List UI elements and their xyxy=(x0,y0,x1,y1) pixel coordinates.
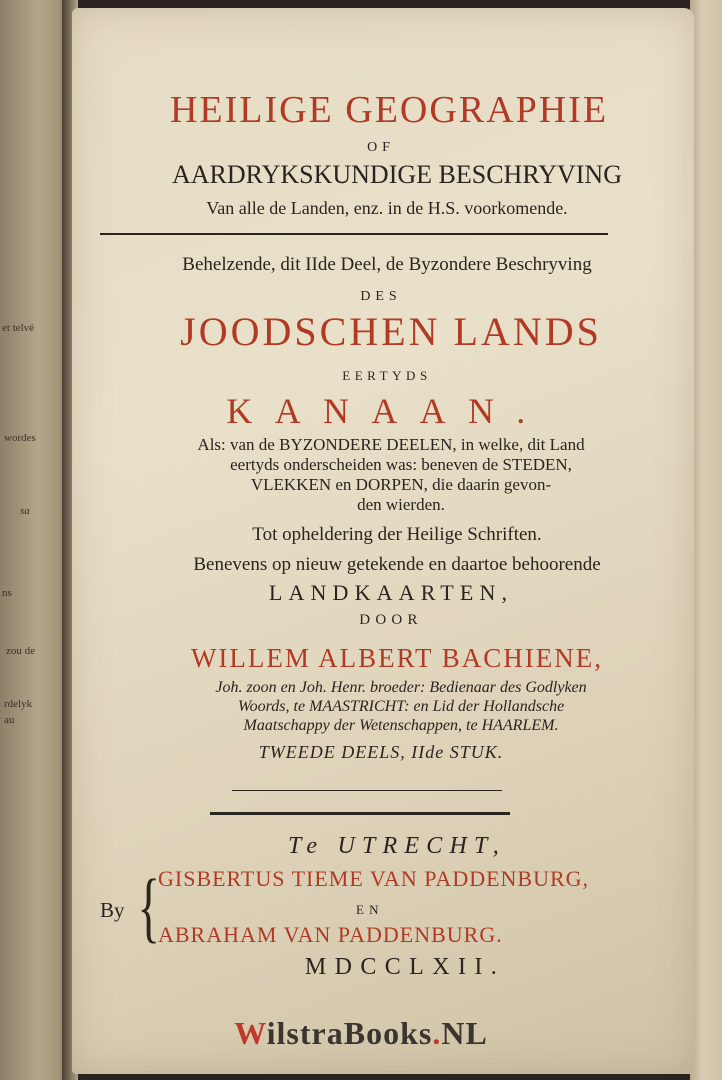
left-page-fragment: et telvé xyxy=(2,322,35,334)
imprint-publisher-2: ABRAHAM VAN PADDENBURG. xyxy=(158,922,503,947)
watermark-dot: . xyxy=(432,1015,442,1051)
left-page-fragment: zou de xyxy=(6,645,36,657)
title-aardrykskundige: AARDRYKSKUNDIGE BESCHRYVING xyxy=(172,160,622,189)
subtitle-door: DOOR xyxy=(359,612,423,628)
imprint-year: MDCCLXII. xyxy=(304,954,506,980)
author-description-line2: Woords, te MAASTRICHT: en Lid der Hollandsche xyxy=(237,698,565,715)
left-page-fragment: au xyxy=(4,714,15,726)
subtitle-landkaarten: LANDKAARTEN, xyxy=(268,580,514,605)
imprint-publisher-1: GISBERTUS TIEME VAN PADDENBURG, xyxy=(158,866,590,891)
watermark-tld: NL xyxy=(441,1015,488,1051)
left-page-fragment: rdelyk xyxy=(4,698,33,710)
part-tweede-deels: TWEEDE DEELS, IIde STUK. xyxy=(258,742,504,762)
watermark-wilstrabooks xyxy=(0,1015,722,1052)
author-name: WILLEM ALBERT BACHIENE, xyxy=(190,643,604,673)
imprint-place: Te UTRECHT, xyxy=(288,833,506,859)
subtitle-kanaan: KANAAN. xyxy=(226,391,548,431)
subtitle-als-line2: eertyds onderscheiden was: beneven de STEDEN, xyxy=(230,455,572,474)
left-page-fragment: sa xyxy=(20,505,30,517)
subtitle-als-line1: Als: van de BYZONDERE DEELEN, in welke, dit Land xyxy=(197,435,585,454)
subtitle-benevens: Benevens op nieuw getekende en daartoe behoorende xyxy=(193,554,601,575)
subtitle-behelzende: Behelzende, dit IIde Deel, de Byzondere Beschryving xyxy=(182,254,592,275)
author-description-line3: Maatschappy der Wetenschappen, te HAARLEM. xyxy=(243,717,559,734)
subtitle-als-line3: VLEKKEN en DORPEN, die daarin gevon- xyxy=(250,475,552,494)
left-page-fragment: ns xyxy=(2,587,12,599)
subtitle-joodschen-lands: JOODSCHEN LANDS xyxy=(180,309,602,354)
left-page-fragment: wordes xyxy=(4,432,36,444)
watermark-first-letter: W xyxy=(234,1015,267,1051)
title-van-alle-de-landen: Van alle de Landen, enz. in de H.S. voorkomende. xyxy=(206,198,568,218)
divider-rule-thick xyxy=(210,812,510,815)
divider-rule xyxy=(100,233,608,235)
subtitle-als-line4: den wierden. xyxy=(357,495,445,514)
title-of: OF xyxy=(367,140,395,155)
author-description-line1: Joh. zoon en Joh. Henr. broeder: Bedienaar des Godlyken xyxy=(215,679,587,696)
subtitle-tot-opheldering: Tot opheldering der Heilige Schriften. xyxy=(252,524,542,545)
imprint-by: By xyxy=(100,898,125,922)
watermark-name: ilstraBooks xyxy=(266,1015,433,1051)
subtitle-eertyds: EERTYDS xyxy=(342,368,432,383)
imprint-brace: { xyxy=(137,863,160,950)
divider-rule-thin xyxy=(232,790,502,791)
title-heilige-geographie: HEILIGE GEOGRAPHIE xyxy=(169,89,609,131)
imprint-en: EN xyxy=(356,902,384,917)
subtitle-des: DES xyxy=(360,289,402,304)
